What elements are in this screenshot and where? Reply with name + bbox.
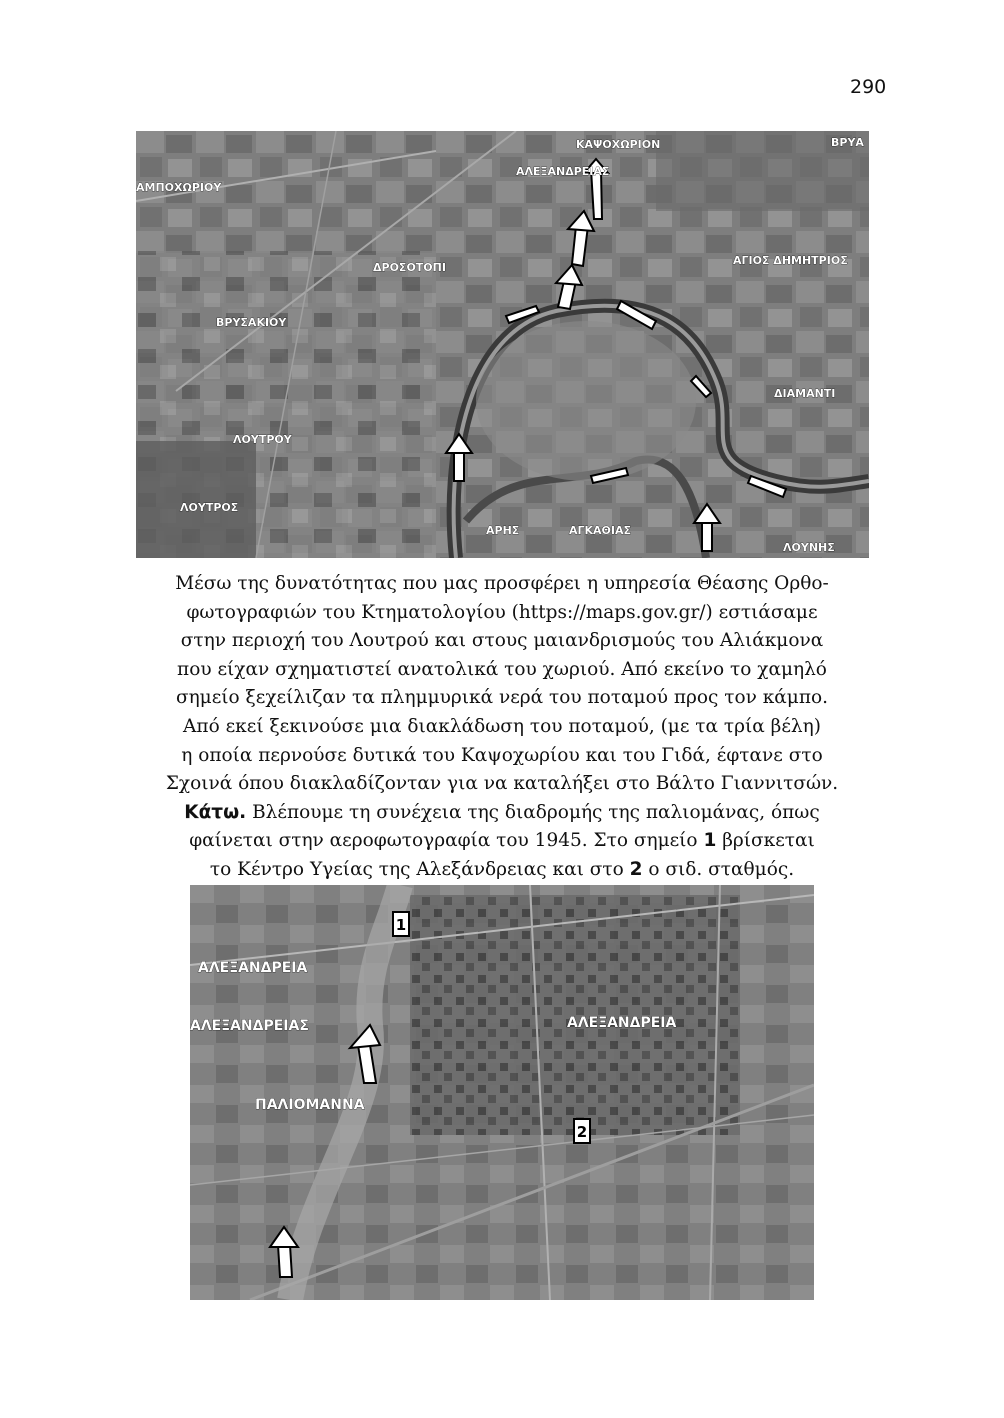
label-diamanti: ΔΙΑΜΑΝΤΙ bbox=[774, 387, 836, 400]
label-aris: ΑΡΗΣ bbox=[486, 524, 520, 537]
caption-line: Μέσω της δυνατότητας που μας προσφέρει η υπηρεσία Θέασης Ορθο- bbox=[175, 573, 829, 594]
caption-line: Από εκεί ξεκινούσε μια διακλάδωση του ποταμού, (με τα τρία βέλη) bbox=[183, 715, 821, 737]
aerial-photo-top-image bbox=[136, 131, 869, 558]
label-ampochoriou: ΑΜΠΟΧΩΡΙΟΥ bbox=[136, 181, 222, 194]
caption-line: η οποία περνούσε δυτικά του Καψοχωρίου και του Γιδά, έφτανε στο bbox=[181, 744, 823, 766]
caption-line: που είχαν σχηματιστεί ανατολικά του χωριού. Από εκείνο το χαμηλό bbox=[177, 658, 827, 680]
caption-line bbox=[120, 799, 884, 828]
caption-text: φαίνεται στην αεροφωτογραφία του 1945. Στο σημείο bbox=[189, 830, 704, 852]
label-agios-dimitrios: ΑΓΙΟΣ ΔΗΜΗΤΡΙΟΣ bbox=[733, 254, 848, 267]
caption-text: το Κέντρο Υγείας της Αλεξάνδρειας και στο bbox=[209, 858, 630, 880]
caption-line: φωτογραφιών του Κτηματολογίου (https://maps.gov.gr/) εστιάσαμε bbox=[186, 601, 818, 623]
caption-line: στην περιοχή του Λουτρού και στους μαιανδρισμούς του Αλιάκμονα bbox=[180, 630, 824, 652]
figure-caption bbox=[120, 570, 884, 885]
caption-text: Βλέπουμε τη συνέχεια της διαδρομής της παλιομάνας, όπως bbox=[246, 801, 820, 823]
marker-2 bbox=[574, 1119, 590, 1143]
label-kafochori: ΚΑΨΟΧΩΡΙΟΝ bbox=[576, 138, 661, 151]
label-loutrou: ΛΟΥΤΡΟΥ bbox=[233, 433, 292, 446]
label-vrya: ΒΡΥΑ bbox=[831, 136, 864, 149]
aerial-photo-bottom bbox=[190, 885, 814, 1300]
marker-1 bbox=[393, 912, 409, 936]
label-agkathias: ΑΓΚΑΘΙΑΣ bbox=[569, 524, 632, 537]
label-alexandreia-center: ΑΛΕΞΑΝΔΡΕΙΑ bbox=[567, 1015, 677, 1031]
label-lounis: ΛΟΥΝΗΣ bbox=[783, 541, 835, 554]
marker-1-label: 1 bbox=[395, 916, 407, 934]
caption-line: Σχοινά όπου διακλαδίζονταν για να καταλήξει στο Βάλτο Γιαννιτσών. bbox=[165, 773, 839, 795]
label-vrysakiou: ΒΡΥΣΑΚΙΟΥ bbox=[216, 316, 287, 329]
caption-line: σημείο ξεχείλιζαν τα πλημμυρικά νερά του ποταμού προς τον κάμπο. bbox=[175, 687, 829, 709]
label-loutros: ΛΟΥΤΡΟΣ bbox=[180, 501, 239, 514]
caption-point-number: 2 bbox=[629, 858, 643, 880]
label-alexandreias-left: ΑΛΕΞΑΝΔΡΕΙΑΣ bbox=[190, 1018, 309, 1034]
caption-line bbox=[120, 827, 884, 856]
caption-point-number: 1 bbox=[703, 830, 717, 852]
caption-text: ο σιδ. σταθμός. bbox=[642, 858, 795, 880]
caption-kato-label: Κάτω. bbox=[184, 801, 247, 823]
marker-2-label: 2 bbox=[576, 1123, 588, 1141]
label-drosotopi: ΔΡΟΣΟΤΟΠΙ bbox=[373, 261, 446, 274]
label-alexandreias: ΑΛΕΞΑΝΔΡΕΙΑΣ bbox=[516, 165, 610, 178]
label-paliomanna: ΠΑΛΙΟΜΑΝΝΑ bbox=[255, 1097, 365, 1113]
caption-text: βρίσκεται bbox=[716, 830, 815, 852]
page-number: 290 bbox=[850, 76, 887, 98]
aerial-photo-top bbox=[136, 131, 869, 558]
aerial-photo-bottom-image bbox=[190, 885, 814, 1300]
label-alexandreia-left: ΑΛΕΞΑΝΔΡΕΙΑ bbox=[198, 960, 308, 976]
caption-line bbox=[120, 856, 884, 885]
